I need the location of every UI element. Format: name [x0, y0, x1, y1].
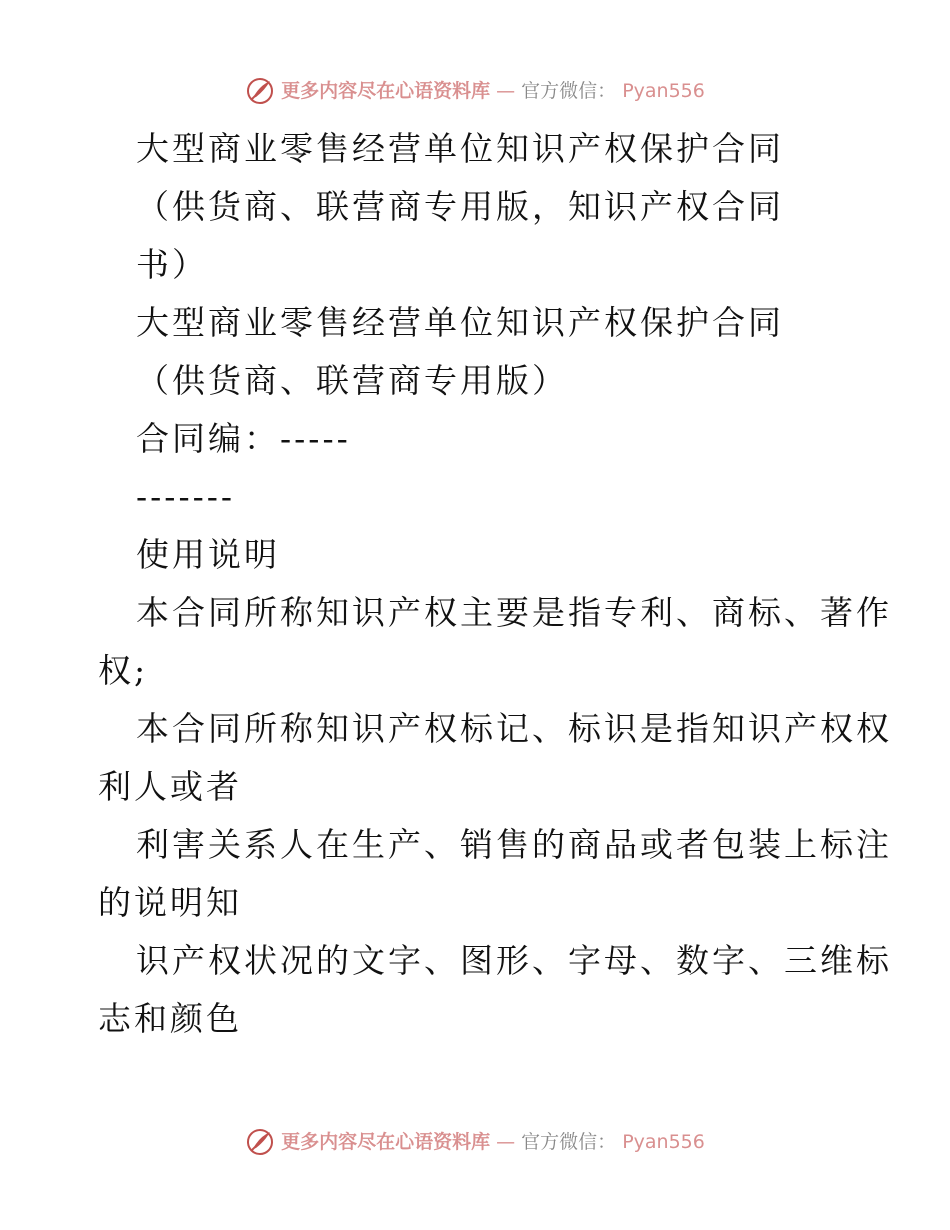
text-line: 书）: [136, 245, 208, 284]
watermark-dash: —: [496, 80, 516, 102]
watermark-wechat-id: Pyan556: [622, 80, 705, 102]
text-line: 本合同所称知识产权主要是指专利、商标、著作: [136, 593, 892, 632]
quill-logo-icon: [245, 76, 275, 106]
text-line: （供货商、联营商专用版，知识产权合同: [136, 187, 784, 226]
text-line: 利人或者: [98, 767, 242, 806]
header-watermark: [0, 76, 950, 106]
text-line: 识产权状况的文字、图形、字母、数字、三维标: [136, 941, 892, 980]
quill-logo-icon: [245, 1127, 275, 1157]
text-line: 使用说明: [136, 535, 280, 574]
watermark-wechat-id: Pyan556: [622, 1131, 705, 1153]
text-line: 大型商业零售经营单位知识产权保护合同: [136, 129, 784, 168]
text-line: -------: [136, 477, 236, 516]
text-line: 权;: [98, 651, 149, 690]
text-line: 合同编：-----: [136, 419, 351, 458]
watermark-official-label: 官方微信：: [521, 1131, 617, 1153]
footer-watermark: [0, 1127, 950, 1157]
text-line: 本合同所称知识产权标记、标识是指知识产权权: [136, 709, 892, 748]
text-line: 的说明知: [98, 883, 242, 922]
watermark-brand: 更多内容尽在心语资料库: [281, 1131, 491, 1153]
text-line: 利害关系人在生产、销售的商品或者包装上标注: [136, 825, 892, 864]
watermark-brand: 更多内容尽在心语资料库: [281, 80, 491, 102]
watermark-dash: —: [496, 1131, 516, 1153]
text-line: 大型商业零售经营单位知识产权保护合同: [136, 303, 784, 342]
watermark-official-label: 官方微信：: [521, 80, 617, 102]
text-line: 志和颜色: [98, 999, 242, 1038]
document-body: [98, 120, 892, 1048]
text-line: （供货商、联营商专用版）: [136, 361, 568, 400]
